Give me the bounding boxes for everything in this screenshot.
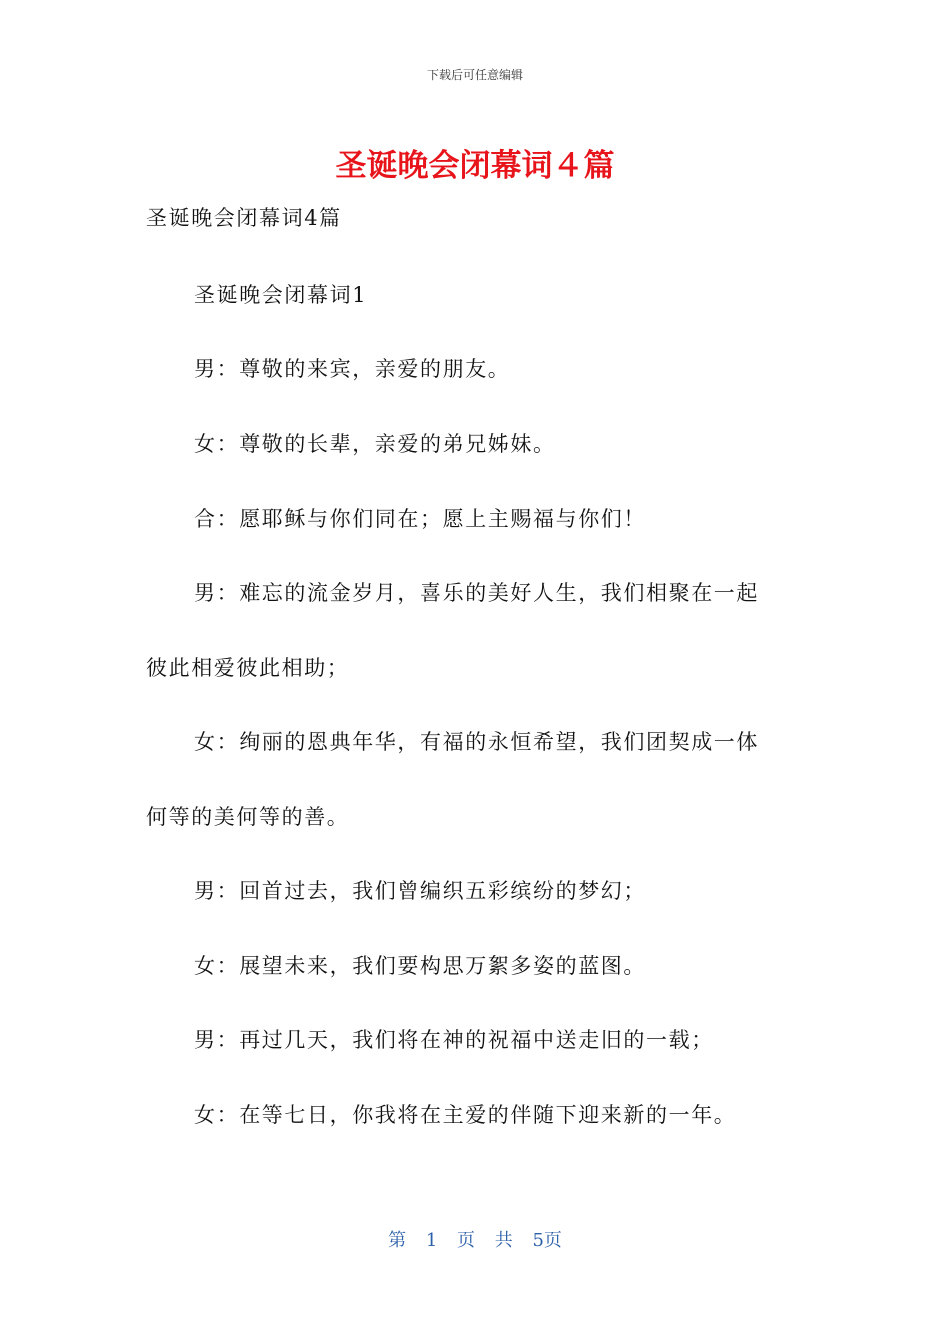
paragraph-line: 女：尊敬的长辈，亲爱的弟兄姊妹。 bbox=[194, 432, 556, 456]
footer-page-label: 页 bbox=[457, 1230, 475, 1251]
section-heading: 圣诞晚会闭幕词1 bbox=[194, 283, 368, 307]
header-note: 下载后可任意编辑 bbox=[426, 68, 523, 82]
paragraph-line: 女：绚丽的恩典年华，有福的永恒希望，我们团契成一体 bbox=[194, 730, 759, 754]
footer-total-pages: 5页 bbox=[532, 1230, 562, 1251]
paragraph-line: 女：展望未来，我们要构思万絮多姿的蓝图。 bbox=[194, 954, 646, 978]
paragraph-line: 何等的美何等的善。 bbox=[146, 805, 350, 829]
paragraph-line: 男：回首过去，我们曾编织五彩缤纷的梦幻； bbox=[194, 879, 646, 903]
footer-current-page: 1 bbox=[425, 1230, 438, 1251]
page-footer bbox=[0, 1226, 950, 1252]
document-subtitle: 圣诞晚会闭幕词4篇 bbox=[146, 206, 342, 230]
footer-prefix: 第 bbox=[388, 1230, 407, 1251]
paragraph-line: 合：愿耶稣与你们同在；愿上主赐福与你们！ bbox=[194, 507, 646, 531]
paragraph-line: 男：再过几天，我们将在神的祝福中送走旧的一载； bbox=[194, 1028, 714, 1052]
paragraph-line: 彼此相爱彼此相助； bbox=[146, 656, 350, 680]
paragraph-line: 男：尊敬的来宾，亲爱的朋友。 bbox=[194, 357, 511, 381]
document-title: 圣诞晚会闭幕词４篇 bbox=[335, 148, 615, 184]
footer-total-label: 共 bbox=[494, 1230, 513, 1251]
paragraph-line: 男：难忘的流金岁月，喜乐的美好人生，我们相聚在一起 bbox=[194, 581, 759, 605]
paragraph-line: 女：在等七日，你我将在主爱的伴随下迎来新的一年。 bbox=[194, 1103, 737, 1127]
